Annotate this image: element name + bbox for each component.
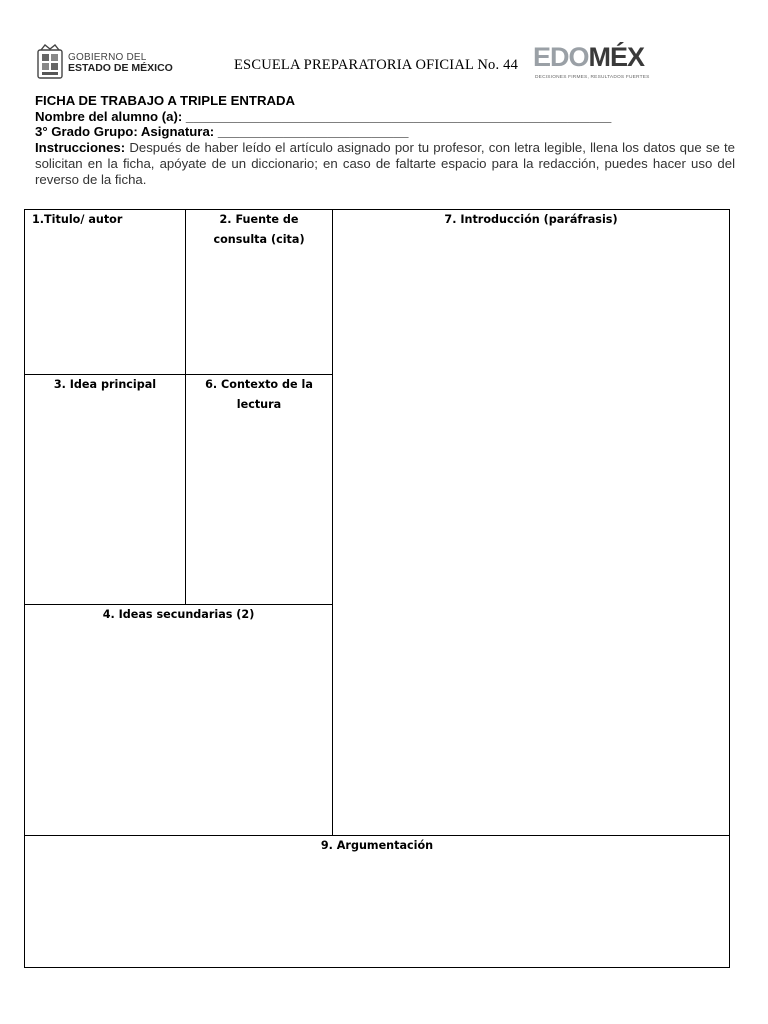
cell-introduction-label: 7. Introducción (paráfrasis): [444, 213, 618, 226]
student-info: [35, 93, 735, 187]
gov-line2: ESTADO DE MÉXICO: [68, 62, 173, 74]
instructions: [35, 140, 735, 187]
instructions-label: Instrucciones:: [35, 140, 126, 156]
government-logo: [36, 44, 176, 84]
school-title: ESCUELA PREPARATORIA OFICIAL No. 44: [234, 57, 519, 73]
page-header: [0, 0, 768, 92]
cell-argumentation-label: 9. Argumentación: [320, 839, 434, 852]
student-name-line[interactable]: Nombre del alumno (a): __________________________________________________________: [35, 108, 612, 124]
edomex-slogan: DECISIONES FIRMES, RESULTADOS FUERTES: [535, 75, 650, 80]
gov-line1: GOBIERNO DEL: [68, 52, 147, 63]
cell-context-label: 6. Contexto de la lectura: [205, 378, 313, 411]
cell-title-author[interactable]: [24, 209, 186, 375]
cell-introduction[interactable]: [332, 209, 730, 836]
cell-secondary-ideas[interactable]: [24, 604, 333, 836]
triple-entry-grid: [24, 209, 730, 968]
grade-group-subject-line[interactable]: 3° Grado Grupo: Asignatura: __________________________: [35, 124, 409, 140]
edomex-logo: [533, 42, 650, 86]
cell-context[interactable]: [185, 374, 333, 605]
cell-title-author-label: 1.Titulo/ autor: [32, 213, 123, 226]
cell-main-idea[interactable]: [24, 374, 186, 605]
cell-main-idea-label: 3. Idea principal: [53, 378, 157, 391]
state-seal-icon: [36, 44, 64, 82]
edomex-part2: MÉX: [588, 42, 645, 72]
cell-argumentation[interactable]: [24, 835, 730, 968]
cell-source[interactable]: [185, 209, 333, 375]
cell-source-label: 2. Fuente de consulta (cita): [213, 213, 305, 246]
form-title: FICHA DE TRABAJO A TRIPLE ENTRADA: [35, 93, 296, 108]
edomex-part1: EDO: [533, 42, 589, 72]
cell-secondary-ideas-label: 4. Ideas secundarias (2): [102, 608, 255, 621]
instructions-text: Después de haber leído el artículo asignado por tu profesor, con letra legible, llena los datos que se te solicitan en la ficha, apóyate de un diccionario; en caso de faltarte espacio para la redacción, puedes hacer uso del reverso de la ficha.: [35, 140, 735, 187]
